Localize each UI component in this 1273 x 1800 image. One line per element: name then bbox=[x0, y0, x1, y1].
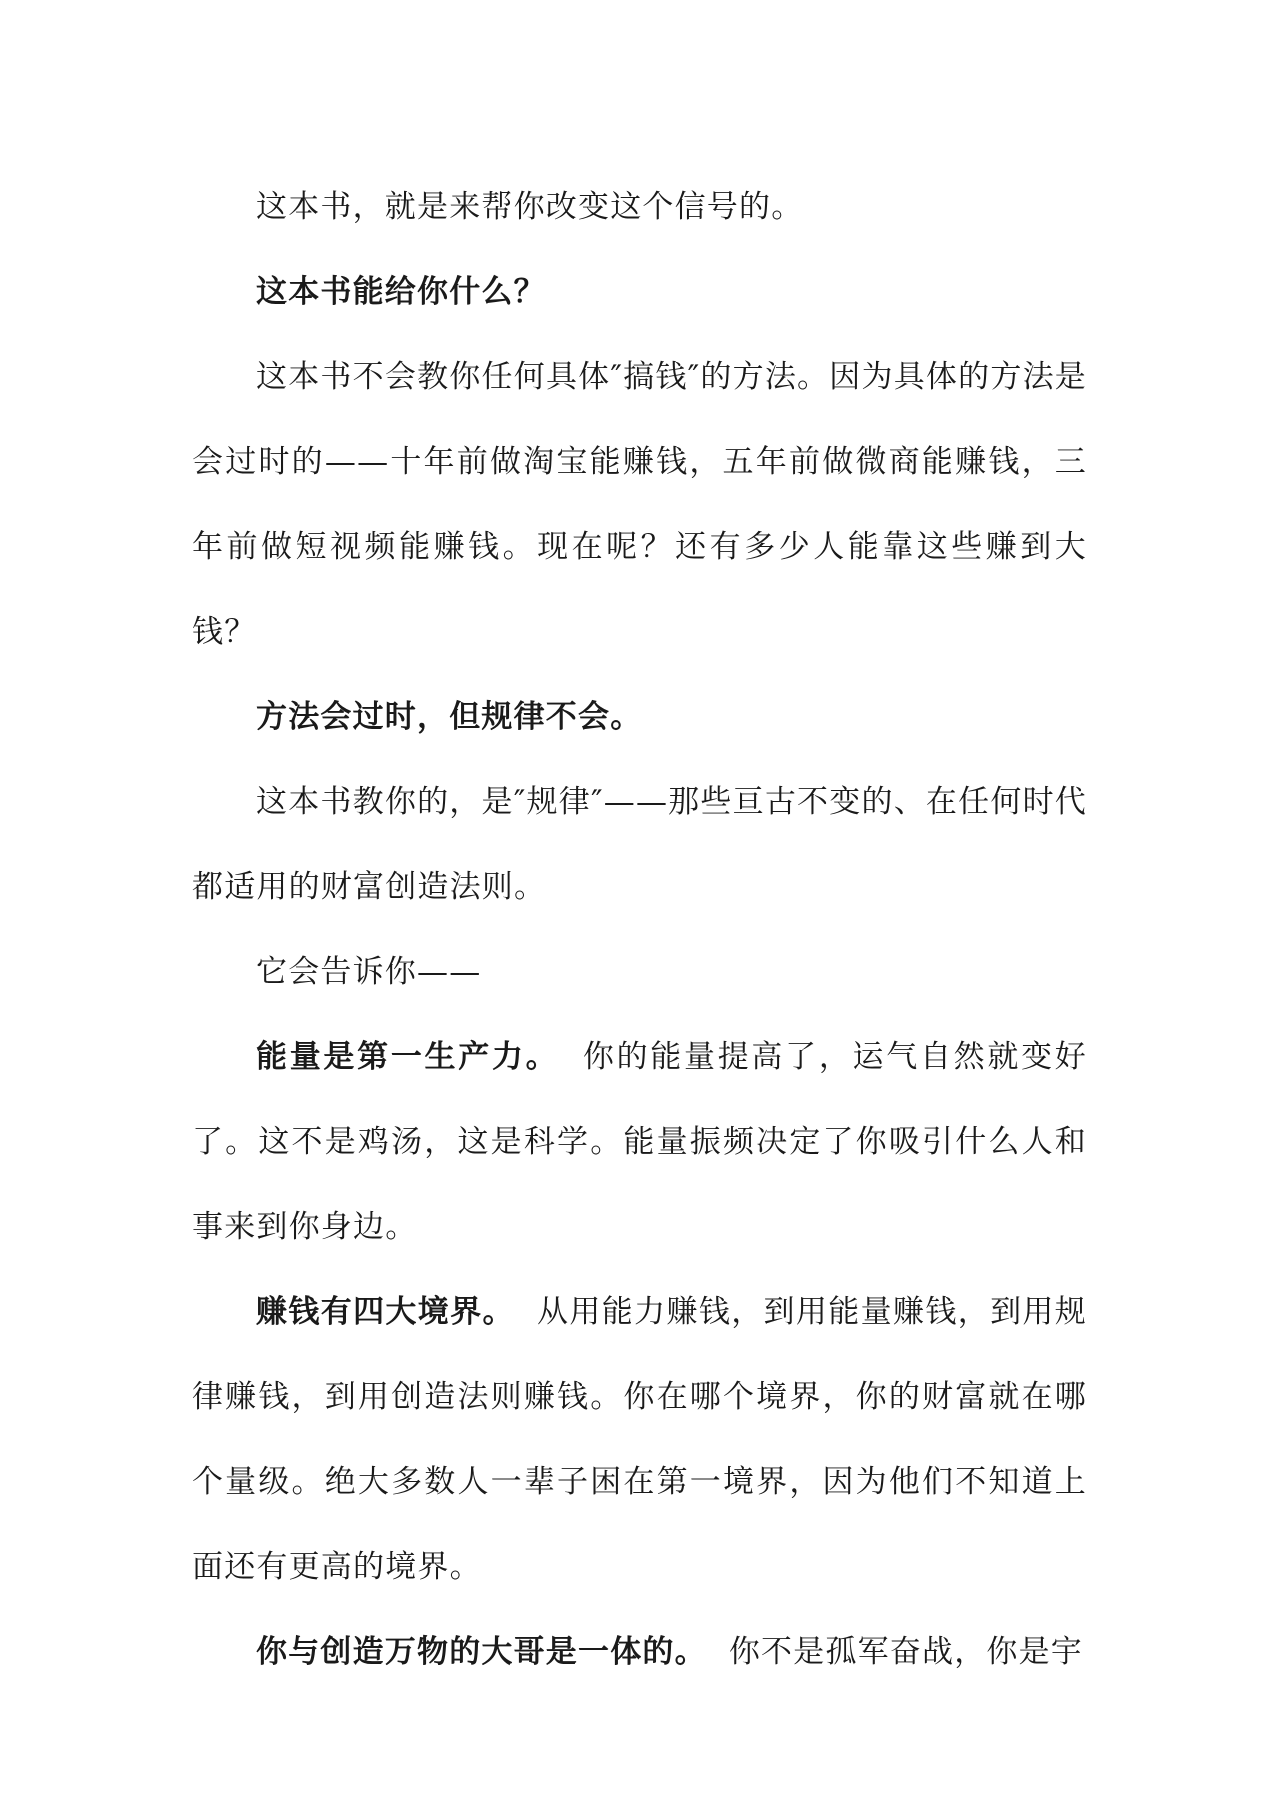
paragraph-methods-outdated: 这本书不会教你任何具体″搞钱″的方法。因为具体的方法是会过时的——十年前做淘宝能赚钱，五年前做微商能赚钱，三年前做短视频能赚钱。现在呢？还有多少人能靠这些赚到大钱？ bbox=[192, 359, 1087, 650]
section-heading-laws-not-outdated: 方法会过时，但规律不会。 bbox=[256, 699, 643, 735]
paragraph-energy bbox=[192, 1015, 1087, 1270]
paragraph-oneness bbox=[192, 1610, 1087, 1695]
paragraph-four-realms-body: 从用能力赚钱，到用能量赚钱，到用规律赚钱，到用创造法则赚钱。你在哪个境界，你的财富就在哪个量级。绝大多数人一辈子困在第一境界，因为他们不知道上面还有更高的境界。 bbox=[192, 1294, 1087, 1585]
paragraph-four-realms bbox=[192, 1270, 1087, 1610]
paragraph-signal: 这本书，就是来帮你改变这个信号的。 bbox=[256, 189, 804, 225]
paragraph-laws: 这本书教你的，是″规律″——那些亘古不变的、在任何时代都适用的财富创造法则。 bbox=[192, 784, 1087, 905]
section-heading-what-book-gives: 这本书能给你什么？ bbox=[256, 274, 546, 310]
paragraph-it-will-tell-you: 它会告诉你—— bbox=[256, 954, 482, 990]
paragraph-energy-lead: 能量是第一生产力。 bbox=[256, 1039, 560, 1075]
paragraph-four-realms-lead: 赚钱有四大境界。 bbox=[256, 1294, 515, 1330]
paragraph-energy-body: 你的能量提高了，运气自然就变好了。这不是鸡汤，这是科学。能量振频决定了你吸引什么人和事来到你身边。 bbox=[192, 1039, 1087, 1245]
paragraph-oneness-lead: 你与创造万物的大哥是一体的。 bbox=[256, 1634, 707, 1670]
document-page bbox=[192, 165, 1087, 1695]
paragraph-oneness-body: 你不是孤军奋战，你是宇 bbox=[728, 1634, 1084, 1670]
